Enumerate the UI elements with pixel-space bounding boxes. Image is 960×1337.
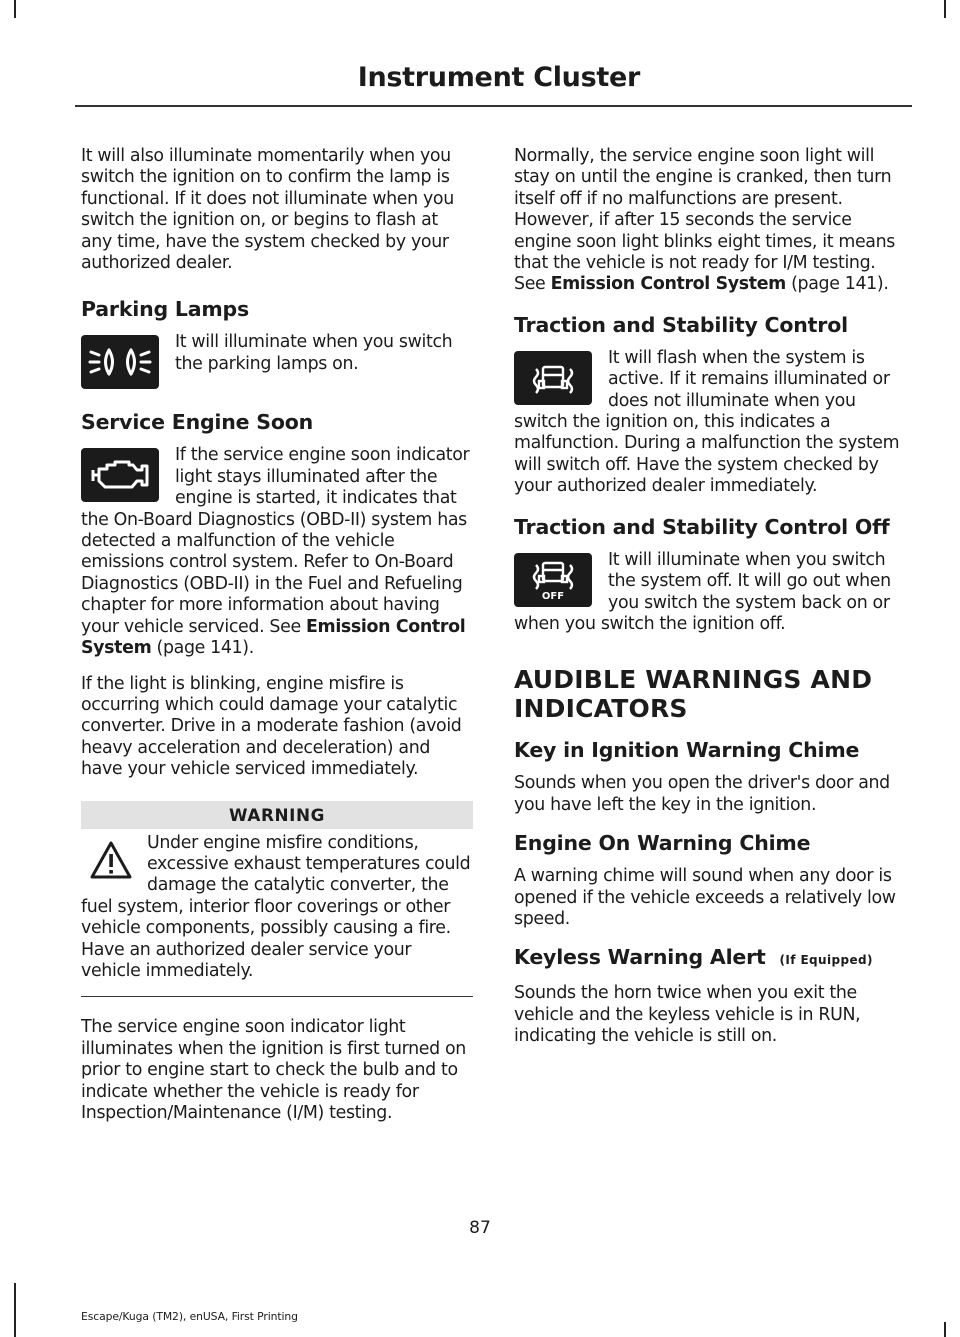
service-engine-body: If the service engine soon indicator light stays illuminated after the engine is started, it indicates that the On-Board Diagnostics (OBD-II) system has detected a malfunction of the vehicle emissions control system. Refer to On-Board Diagnostics (OBD-II) in the Fuel and Refueling chapter for more information about having your vehicle serviced. See [81, 445, 470, 637]
traction-section [514, 348, 906, 498]
emission-control-link[interactable]: Emission Control System [550, 274, 786, 295]
service-engine-section [81, 445, 473, 659]
title-divider [75, 105, 912, 107]
warning-box [81, 801, 473, 998]
traction-heading: Traction and Stability Control [514, 312, 848, 337]
emission-control-link[interactable]: Emission Control System [81, 616, 466, 659]
crop-mark [944, 1322, 946, 1337]
crop-mark [14, 1283, 16, 1337]
traction-off-heading: Traction and Stability Control Off [514, 514, 890, 539]
service-note: The service engine soon indicator light illuminates when the ignition is first turned on prior to engine start to check the bulb and to indicate whether the vehicle is ready for Inspection/Maintenance (I/M) testing. [81, 1017, 466, 1123]
audible-warnings-heading: AUDIBLE WARNINGS AND INDICATORS [514, 665, 873, 724]
parking-lamps-heading: Parking Lamps [81, 297, 250, 322]
warning-label: WARNING [81, 801, 473, 829]
warning-divider [81, 996, 473, 997]
off-label: OFF [541, 591, 565, 603]
traction-off-text: It will illuminate when you switch the system off. It will go out when you switch the system back on or when you switch the ignition off. [514, 549, 891, 634]
warning-text: Under engine misfire conditions, excessive exhaust temperatures could damage the catalytic converter, the fuel system, interior floor coverings or other vehicle components, possibly causing a fire. Have an authorized dealer service your vehicle immediately. [81, 832, 471, 981]
crop-mark [14, 0, 16, 18]
parking-lamps-section [81, 332, 473, 395]
page-ref: (page 141). [151, 638, 254, 659]
page-title: Instrument Cluster [357, 62, 640, 93]
crop-mark [944, 0, 946, 18]
left-column [81, 146, 473, 1124]
keyless-text: Sounds the horn twice when you exit the vehicle and the keyless vehicle is in RUN, indicating the vehicle is still on. [514, 983, 861, 1047]
engine-chime-heading: Engine On Warning Chime [514, 831, 811, 856]
keyless-heading: Keyless Warning Alert (If Equipped) [514, 945, 873, 970]
traction-control-icon [514, 351, 592, 405]
key-chime-text: Sounds when you open the driver's door and you have left the key in the ignition. [514, 773, 890, 815]
normally-paragraph: Normally, the service engine soon light will stay on until the engine is cranked, then turn itself off if no malfunctions are present. However, if after 15 seconds the service engine soon light blinks eight times, it means that the vehicle is not ready for I/M testing. See Emission Control System (page 141). [514, 146, 895, 295]
warning-body [81, 833, 473, 983]
traction-text: It will flash when the system is active. If it remains illuminated or does not illuminate when you switch the ignition on, this indicates a malfunction. During a malfunction the system will switch off. Have the system checked by your authorized dealer immediately. [514, 347, 900, 497]
traction-off-section [514, 550, 906, 636]
blinking-paragraph: If the light is blinking, engine misfire is occurring which could damage your catalytic converter. Drive in a moderate fashion (avoid heavy acceleration and deceleration) and have your vehicle serviced immediately. [81, 673, 462, 780]
intro-paragraph: It will also illuminate momentarily when you switch the ignition on to confirm the lamp is functional. If it does not illuminate when you switch the ignition on, or begins to flash at any time, have the system checked by your authorized dealer. [81, 146, 454, 274]
warning-triangle-icon [89, 839, 133, 883]
parking-lamps-text: It will illuminate when you switch the parking lamps on. [175, 332, 453, 374]
engine-chime-text: A warning chime will sound when any door is opened if the vehicle exceeds a relatively low speed. [514, 866, 896, 929]
if-equipped-label: (If Equipped) [779, 953, 873, 968]
engine-icon [81, 448, 159, 502]
traction-control-off-icon [514, 553, 592, 607]
right-column [514, 146, 906, 1048]
edition-footer: Escape/Kuga (TM2), enUSA, First Printing [81, 1310, 298, 1323]
parking-lamps-icon [81, 335, 159, 389]
service-engine-heading: Service Engine Soon [81, 410, 314, 435]
page-number: 87 [469, 1218, 491, 1238]
key-chime-heading: Key in Ignition Warning Chime [514, 738, 860, 763]
